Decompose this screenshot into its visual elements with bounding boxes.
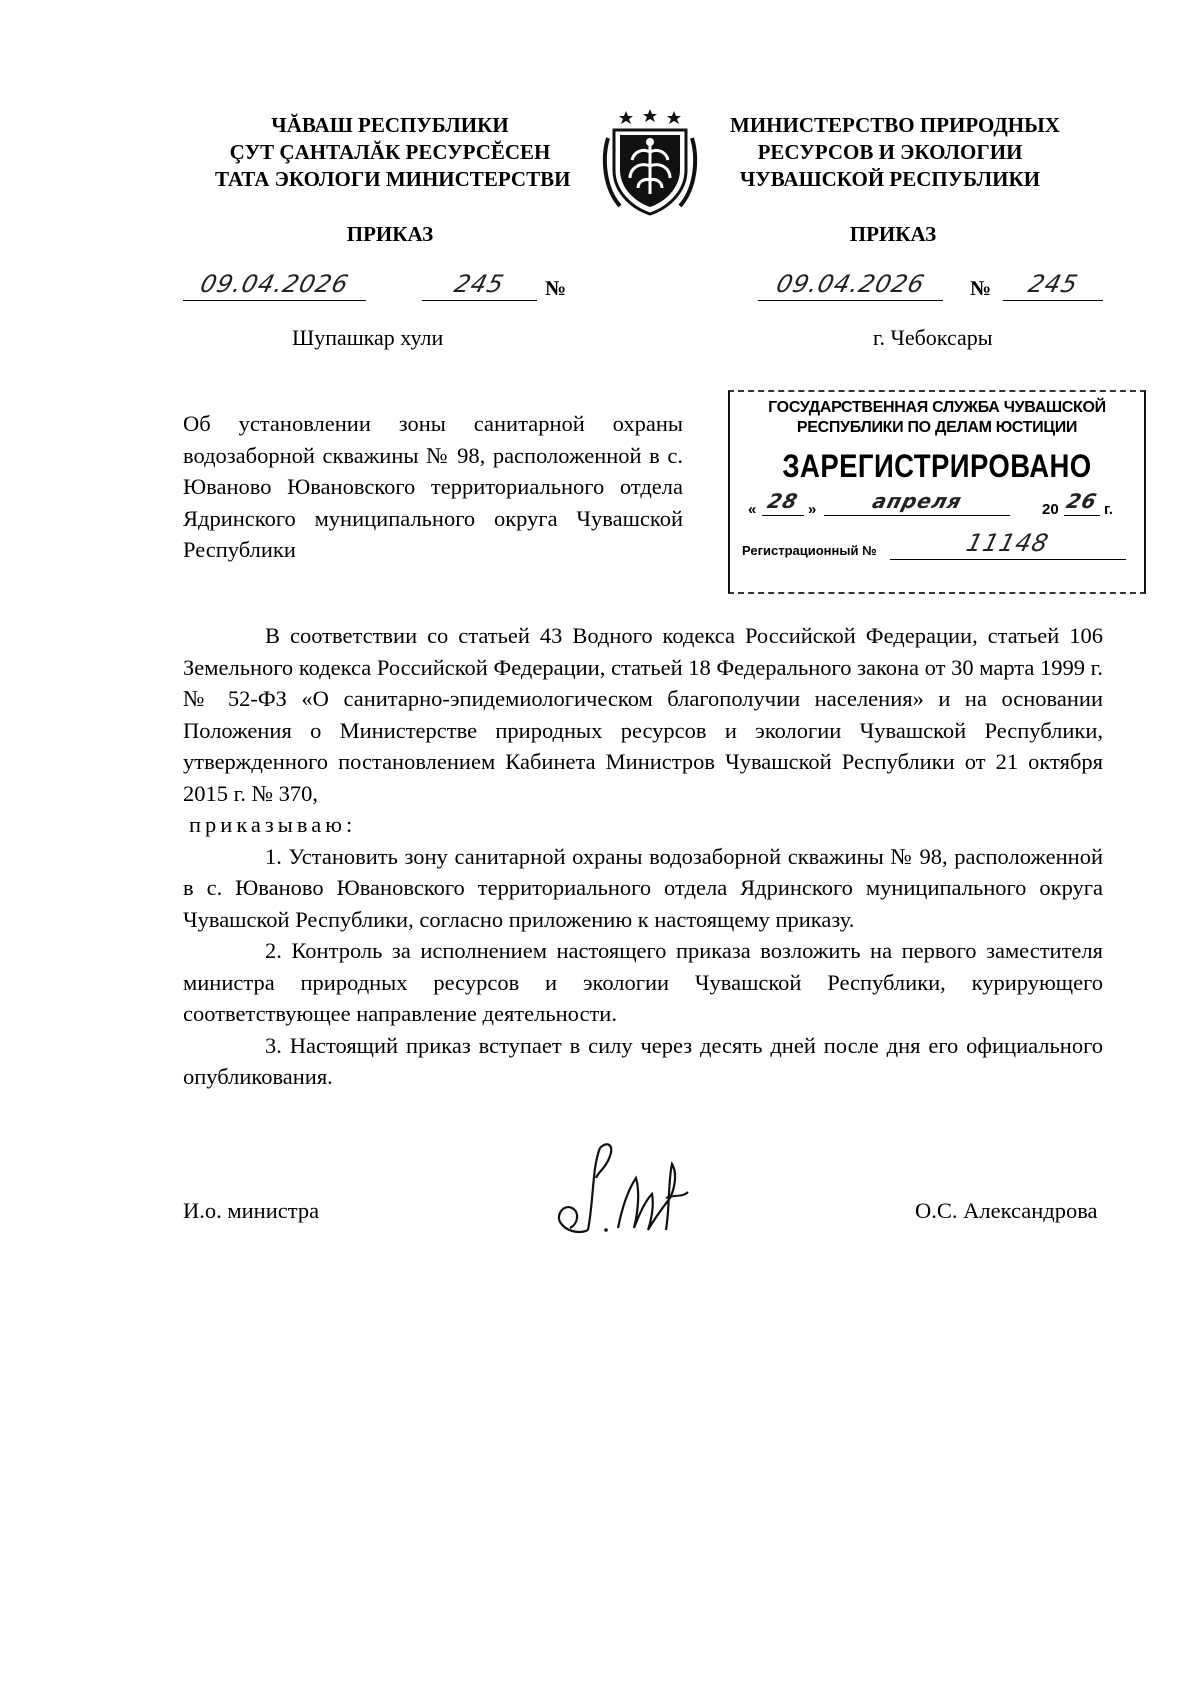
stamp-line1: ГОСУДАРСТВЕННАЯ СЛУЖБА ЧУВАШСКОЙ xyxy=(768,399,1106,416)
stamp-reg-row xyxy=(730,527,1144,563)
number-field-right xyxy=(1003,270,1103,301)
stamp-day-field xyxy=(762,489,804,516)
city-left: Шупашкар хули xyxy=(292,325,444,350)
order-item-1: 1. Установить зону санитарной охраны водозаборной скважины № 98, расположенной в с. Юваново Ювановского территориального отдела Ядринского муниципального округа Чувашской Республики, согласно приложению к настоящему приказу. xyxy=(183,843,1103,932)
stamp-reg-field xyxy=(890,529,1126,560)
header-right-line1: МИНИСТЕРСТВО ПРИРОДНЫХ xyxy=(730,113,1060,137)
date-handwritten-left: 09.04.2026 xyxy=(197,270,352,298)
signature-name: О.С. Александрова xyxy=(915,1198,1098,1223)
header-right-line3: ЧУВАШСКОЙ РЕСПУБЛИКИ xyxy=(739,167,1041,191)
number-sign-right: № xyxy=(970,276,992,300)
number-field-left xyxy=(422,270,537,301)
stamp-year-suffix: г. xyxy=(1104,501,1113,518)
stamp-date-row xyxy=(730,489,1144,523)
stamp-day-handwritten: 28 xyxy=(765,489,801,513)
registration-stamp xyxy=(728,390,1146,594)
number-handwritten-right: 245 xyxy=(1025,270,1081,298)
number-sign-left: № xyxy=(545,276,567,300)
date-handwritten-right: 09.04.2026 xyxy=(773,270,928,298)
order-label-left: ПРИКАЗ xyxy=(346,222,434,246)
stamp-line2: РЕСПУБЛИКИ ПО ДЕЛАМ ЮСТИЦИИ xyxy=(796,419,1078,436)
stamp-year-prefix: 20 xyxy=(1042,501,1059,518)
stamp-reg-handwritten: 11148 xyxy=(963,529,1053,557)
signature-position: И.о. министра xyxy=(183,1198,320,1223)
stamp-year-handwritten: 26 xyxy=(1064,489,1100,513)
stamp-month-field xyxy=(824,489,1010,516)
header-right-line2: РЕСУРСОВ И ЭКОЛОГИИ xyxy=(757,140,1023,164)
date-field-right xyxy=(758,270,943,301)
stamp-year-field xyxy=(1064,489,1100,516)
header-left-line2: ÇУТ ÇАНТАЛĂК РЕСУРСĔСЕН xyxy=(229,140,551,164)
date-field-left xyxy=(183,270,366,301)
header-left xyxy=(215,112,571,193)
order-item-3: 3. Настоящий приказ вступает в силу через десять дней после дня его официального опубликования. xyxy=(183,1032,1103,1089)
order-body xyxy=(183,620,1103,1093)
stamp-month-handwritten: апреля xyxy=(869,489,965,513)
order-item-2: 2. Контроль за исполнением настоящего приказа возложить на первого заместителя министра природных ресурсов и экологии Чувашской Республики, курирующего соответствующее направление деятельности. xyxy=(183,938,1103,1026)
city-right: г. Чебоксары xyxy=(873,325,993,350)
header-left-line3: ТАТА ЭКОЛОГИ МИНИСТЕРСТВИ xyxy=(215,167,571,191)
number-handwritten-left: 245 xyxy=(451,270,508,298)
stamp-quote-open: « xyxy=(748,501,757,518)
order-subject: Об установлении зоны санитарной охраны водозаборной скважины № 98, расположенной в с. Юваново Ювановского территориального отдела Ядринского муниципального округа Чувашской Республики xyxy=(183,411,683,562)
order-preamble: В соответствии со статьей 43 Водного кодекса Российской Федерации, статьей 106 Земельного кодекса Российской Федерации, статьей 18 Федерального закона от 30 марта 1999 г. № 52-ФЗ «О санитарно-эпидемиологическом благополучии населения» и на основании Положения о Министерстве природных ресурсов и экологии Чувашской Республики, утвержденного постановлением Кабинета Министров Чувашской Республики от 21 октября 2015 г. № 370, xyxy=(183,623,1103,806)
stamp-reg-label: Регистрационный № xyxy=(742,543,877,558)
stamp-quote-close: » xyxy=(808,501,817,518)
header-right xyxy=(730,112,1060,193)
header-left-line1: ЧĂВАШ РЕСПУБЛИКИ xyxy=(271,113,509,137)
coat-of-arms-icon xyxy=(600,108,700,220)
signature-handwritten xyxy=(548,1138,698,1248)
order-label-right: ПРИКАЗ xyxy=(849,222,937,246)
stamp-title: ЗАРЕГИСТРИРОВАНО xyxy=(782,448,1092,484)
order-word: приказываю: xyxy=(189,812,357,837)
